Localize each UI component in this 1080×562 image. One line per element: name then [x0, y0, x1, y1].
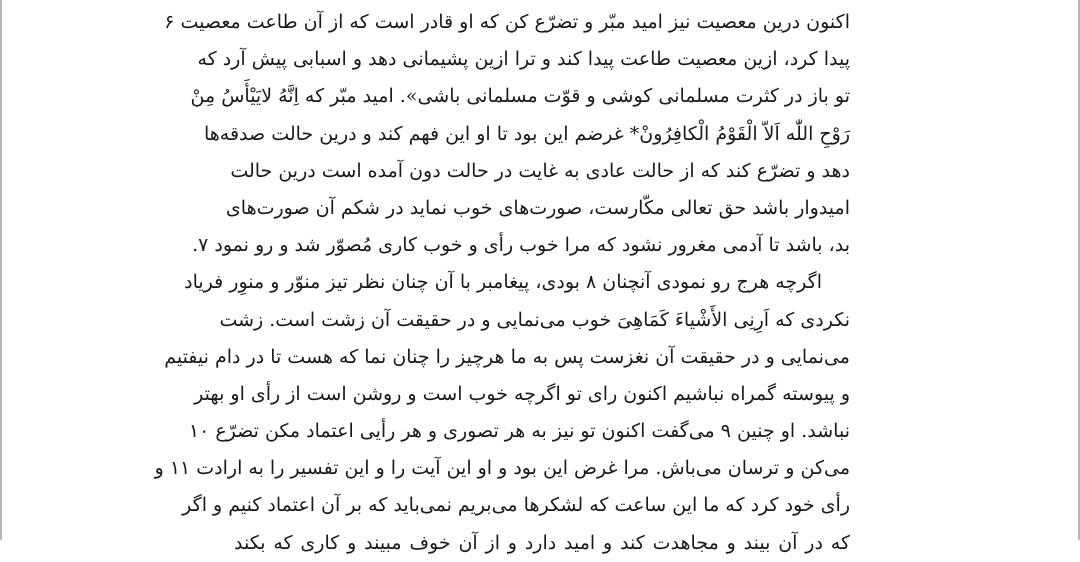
text-line-12: نباشد. او چنین ۹ می‌گفت اکنون تو نیز به هر تصوری و هر رأیی اعتماد مکن تضرّع ۱۰ — [188, 420, 850, 443]
body-text — [154, 4, 850, 562]
text-line-9: نکردی که اَرِنِی الأَشْیاءَ کَمَاهِیَ خوب می‌نمایی و در حقیقت آن زشت است. زشت — [219, 308, 850, 331]
text-line-5: دهد و تضرّع کند که از حالت عادی به غایت در حالت دون آمده است درین حالت — [230, 159, 850, 182]
text-line-3: تو باز در کثرت مسلمانی کوشی و قوّت مسلمانی باشی». امید مبّر که اِنَّهُ لایَیْأَسُ مِنْ — [190, 85, 850, 108]
text-line-13: می‌کن و ترسان می‌باش. مرا غرض این بود و او این آیت را و این تفسیر را به ارادت ۱۱ و — [154, 457, 850, 480]
text-line-2: پیدا کرد، ازین معصیت طاعت پیدا کند و ترا ازین پشیمانی دهد و اسبابی پیش آرد که — [197, 48, 850, 71]
text-line-6: امیدوار باشد حق تعالی مکّارست، صورت‌های خوب نماید در شکم آن صورت‌های — [225, 196, 850, 219]
text-line-7: بد، باشد تا آدمی مغرور نشود که مرا خوب رأی و خوب کاری مُصوّر شد و رو نمود ۷. — [192, 234, 850, 257]
text-line-8: اگرچه هرج رو نمودی آنچنان ۸ بودی، پیغامبر با آن چنان نظر تیز منوّر و منوِر فریاد — [184, 271, 822, 294]
text-line-11: و پیوسته گمراه نباشیم اکنون رای تو اگرچه خوب است و روشن است از رأی او بهتر — [194, 382, 850, 405]
page-edge-left — [0, 0, 2, 540]
text-line-14: رأی خود کرد که ما این ساعت که لشکرها می‌بریم نمی‌باید که بر آن اعتماد کنیم و اگر — [182, 494, 850, 517]
text-line-4: رَوْحِ اللّٰه اَلاّ الْقَوْمُ الْکافِرُونْ* غرضم این بود تا او این فهم کند و درین حالت صدقه‌ها — [203, 122, 850, 145]
text-line-10: می‌نمایی و در حقیقت آن نغزست پس به ما هرچیز را چنان نما که هست تا در دام نیفتیم — [164, 345, 850, 368]
text-line-1: اکنون درین معصیت نیز امید مبّر و تضرّع کن که او قادر است که از آن طاعت معصیت ۶ — [164, 11, 850, 33]
text-line-15: که در آن بیند و مجاهدت کند و امید دارد و از آن خوف مبیند و کاری که بکند — [234, 531, 850, 554]
